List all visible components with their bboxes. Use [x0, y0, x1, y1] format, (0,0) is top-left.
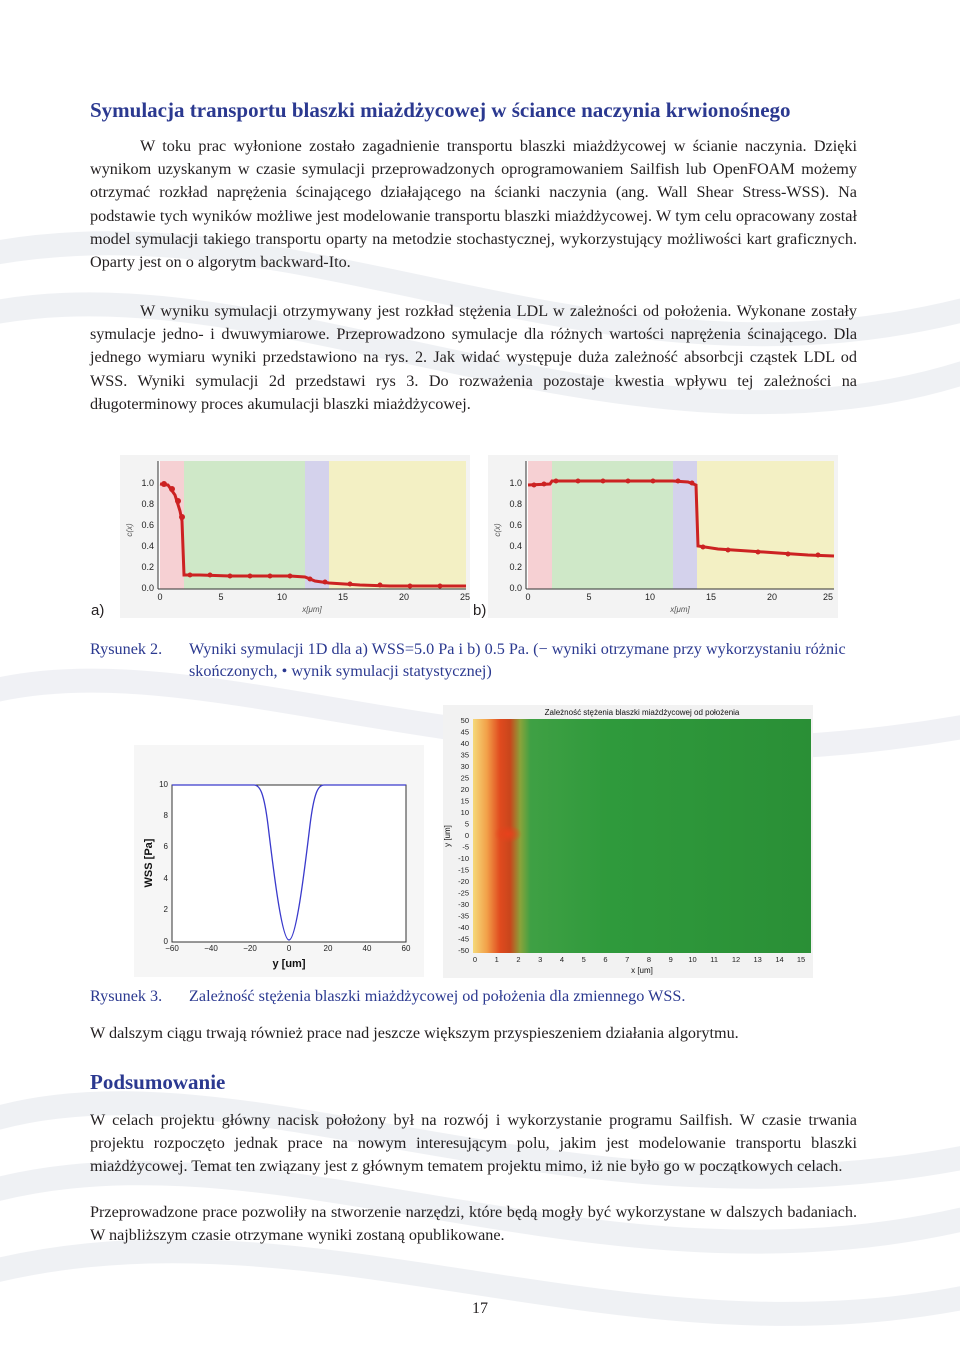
y-tick: 4	[163, 874, 168, 883]
x-tick: 9	[668, 955, 673, 964]
y-tick: -10	[458, 854, 469, 863]
y-tick: -15	[458, 865, 469, 875]
y-tick: 5	[464, 819, 469, 829]
zone-yellow	[329, 461, 466, 589]
y-tick: 10	[159, 780, 168, 789]
y-tick: 45	[460, 727, 469, 737]
x-tick: 0	[157, 592, 163, 602]
x-tick: 0	[472, 955, 478, 964]
x-tick: 60	[401, 944, 411, 953]
y-axis-label: y [um]	[443, 825, 452, 847]
x-tick: 20	[766, 592, 778, 602]
x-tick: 7	[625, 955, 630, 964]
y-tick: 0.8	[509, 499, 522, 509]
x-axis-label: x[μm]	[302, 605, 322, 614]
x-tick: 14	[775, 955, 784, 964]
y-tick: 30	[460, 762, 469, 771]
zone-green	[184, 461, 305, 589]
figure-label-b: b)	[473, 602, 487, 619]
x-tick: 10	[276, 592, 288, 602]
x-tick: 25	[459, 592, 470, 602]
paragraph: Przeprowadzone prace pozwoliły na stworzenie narzędzi, które będą mogły być wykorzystane w dalszych badaniach. W najbliższym czasie otrzymane wyniki zostaną opublikowane.	[90, 1203, 857, 1245]
y-tick: 10	[460, 808, 469, 817]
y-tick: 2	[163, 905, 168, 914]
x-tick: 20	[323, 944, 333, 953]
y-tick: 20	[460, 785, 469, 794]
heatmap-title: Zależność stężenia blaszki miażdżycowej od położenia	[544, 708, 740, 717]
x-tick: 25	[822, 592, 834, 602]
y-tick: -35	[458, 911, 469, 921]
y-tick: 0.0	[509, 583, 522, 593]
y-tick: 0.0	[141, 583, 154, 593]
y-tick: 0	[464, 831, 469, 840]
zone-violet	[305, 461, 329, 589]
x-tick: 8	[646, 955, 652, 964]
y-tick: 0.6	[141, 520, 154, 530]
y-tick: 35	[460, 750, 469, 760]
wss-chart	[134, 745, 424, 977]
x-tick: 15	[796, 955, 806, 964]
x-tick: 0	[525, 592, 531, 602]
x-tick: 10	[688, 955, 697, 964]
x-tick: 2	[516, 955, 521, 964]
figure-label-a: a)	[91, 602, 105, 619]
y-axis-label: WSS [Pa]	[143, 838, 155, 888]
y-tick: 6	[163, 842, 168, 851]
figure2-caption	[90, 638, 860, 684]
y-tick: -25	[458, 888, 469, 898]
x-tick: 5	[218, 592, 224, 602]
x-axis-label: x[μm]	[670, 605, 690, 614]
y-tick: 0.8	[141, 499, 154, 509]
y-tick: -5	[462, 842, 469, 852]
x-tick: 6	[603, 955, 608, 964]
x-tick: 4	[559, 955, 565, 964]
y-tick: 1.0	[509, 478, 522, 488]
y-tick: -45	[458, 934, 469, 944]
y-tick: 1.0	[141, 478, 154, 488]
y-tick: 40	[460, 739, 469, 748]
y-tick: 50	[460, 716, 469, 725]
caption-text: Zależność stężenia blaszki miażdżycowej od położenia dla zmiennego WSS.	[189, 987, 686, 1005]
x-axis-label: y [um]	[272, 958, 306, 970]
y-tick: -30	[458, 900, 469, 909]
y-tick: 15	[460, 796, 469, 806]
y-tick: 0.4	[509, 541, 522, 551]
x-tick: −60	[165, 944, 179, 953]
concentration-heatmap	[443, 705, 813, 978]
page-number: 17	[472, 1300, 488, 1317]
y-tick: 0.6	[509, 520, 522, 530]
x-tick: −40	[204, 944, 218, 953]
y-axis-label: c(x)	[493, 523, 502, 537]
y-tick: 0.4	[141, 541, 154, 551]
y-tick: -40	[458, 923, 469, 932]
caption-number: Rysunek 2.	[90, 640, 163, 658]
paragraph: W celach projektu główny nacisk położony był na rozwój i wykorzystanie programu Sailfish. W czasie trwania projektu rozpoczęto jednak prace na nowym interesującym polu, jakim jest modelowanie transportu blaszki miażdżycowej. Temat ten związany jest z głównym tematem projektu mimo, iż nie było go w początkowych celach.	[90, 1111, 857, 1176]
x-tick: 40	[362, 944, 372, 953]
heatmap-hotspot	[494, 825, 522, 843]
x-tick: 13	[753, 955, 762, 964]
x-tick: 5	[581, 955, 586, 964]
section-title: Symulacja transportu blaszki miażdżycowej w ściance naczynia krwionośnego	[90, 98, 791, 122]
x-tick: 12	[731, 955, 741, 964]
zone-red	[160, 461, 184, 589]
figure3-caption	[90, 985, 860, 1009]
paragraph-text: W wyniku symulacji otrzymywany jest rozkład stężenia LDL w zależności od położenia. Wykonane zostały symulacje jedno- i dwuwymiarowe. Przeprowadzono symulacje dla różnych wartości naprężenia ścinającego. Dla jednego wymiaru wyniki przedstawiono na rys. 2. Jak widać występuje duża zależność absorbcji cząstek LDL od WSS. Wyniki symulacji 2d przedstawi rys 3. Do rozważenia pozostaje kwestia wpływu tej zależności na długoterminowy proces akumulacji blaszki miażdżycowej.	[90, 302, 857, 413]
y-axis-label: c(x)	[125, 523, 134, 537]
x-tick: 0	[286, 944, 292, 953]
zone-red	[528, 461, 552, 589]
heatmap-field	[473, 719, 811, 953]
paragraph: W dalszym ciągu trwają również prace nad jeszcze większym przyspieszeniem działania algorytmu.	[90, 1024, 739, 1042]
y-tick: 0.2	[141, 562, 154, 572]
zone-yellow	[697, 461, 834, 589]
caption-number: Rysunek 3.	[90, 987, 163, 1005]
y-tick: 0	[163, 937, 168, 946]
x-tick: 20	[398, 592, 410, 602]
x-tick: 1	[494, 955, 499, 964]
concentration-chart-a	[120, 455, 470, 618]
x-tick: 10	[644, 592, 656, 602]
y-tick: 0.2	[509, 562, 522, 572]
x-tick: 15	[705, 592, 717, 602]
x-axis-label: x [um]	[631, 966, 653, 975]
y-tick: 8	[163, 811, 168, 820]
concentration-chart-b	[488, 455, 838, 618]
x-tick: 5	[586, 592, 592, 602]
x-tick: 3	[538, 955, 543, 964]
x-tick: 15	[337, 592, 349, 602]
y-tick: -50	[458, 946, 469, 955]
paragraph	[90, 300, 857, 416]
section-title: Podsumowanie	[90, 1070, 226, 1094]
x-tick: −20	[243, 944, 257, 953]
x-tick: 11	[710, 955, 719, 964]
paragraph	[90, 135, 857, 274]
y-tick: 25	[460, 773, 469, 783]
caption-text: Wyniki symulacji 1D dla a) WSS=5.0 Pa i b) 0.5 Pa. (− wyniki otrzymane przy wykorzystaniu różnic skończonych, • wynik symulacji statystycznej)	[189, 640, 846, 680]
paragraph-text: W toku prac wyłonione zostało zagadnienie transportu blaszki miażdżycowej w ścianie naczynia. Dzięki wynikom uzyskanym w czasie symulacji przeprowadzonych oprogramowaniem Sailfish lub OpenFOAM możemy otrzymać rozkład naprężenia ścinającego działającego na ścianki naczynia (ang. Wall Shear Stress-WSS). Na podstawie tych wyników możliwe jest modelowanie transportu blaszki miażdżycowej. W tym celu opracowany został model symulacji takiego transportu oparty na metodzie stochastycznej, wykorzystujący możliwości kart graficznych. Oparty jest on o algorytm backward-Ito.	[90, 137, 857, 272]
y-tick: -20	[458, 877, 469, 886]
